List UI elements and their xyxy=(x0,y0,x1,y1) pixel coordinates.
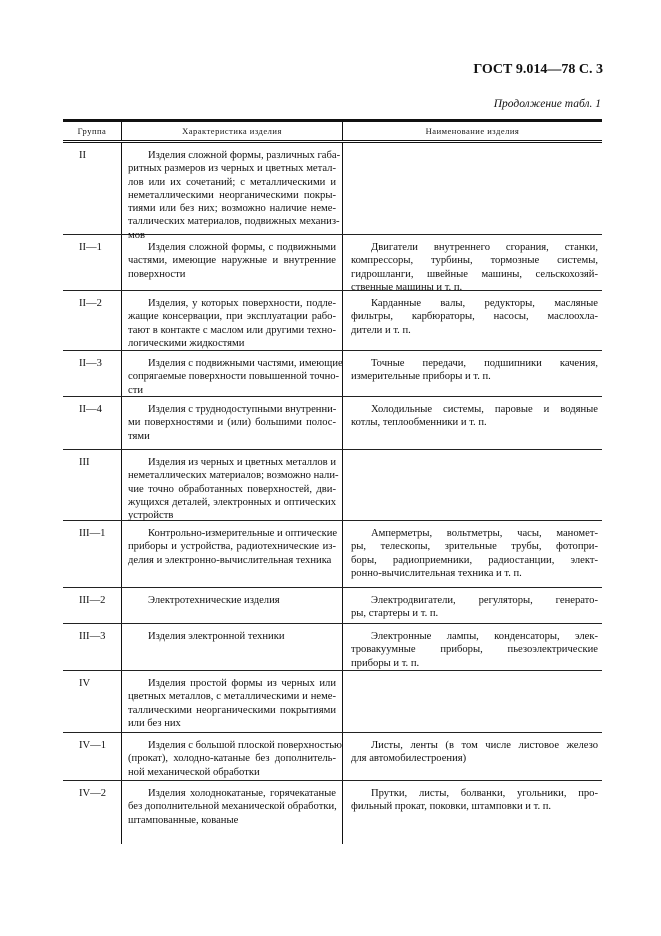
table-row xyxy=(63,733,602,781)
cell-text-line: тями xyxy=(128,430,150,442)
cell-text-line: Амперметры, вольтметры, часы, маномет- xyxy=(371,528,598,539)
product-groups-table xyxy=(63,119,602,844)
cell-text-line: Двигатели внутреннего сгорания, станки, xyxy=(371,242,598,253)
product-name-cell xyxy=(343,588,602,623)
cell-text-line: измерительные приборы и т. п. xyxy=(351,371,491,383)
table-row xyxy=(63,235,602,291)
cell-text-line: тают в контакте с маслом или другими техно- xyxy=(128,324,336,336)
cell-text-line: Изделия сложной формы, с подвижными xyxy=(148,242,336,253)
cell-text-line: устройств xyxy=(128,510,174,522)
group-cell: III xyxy=(63,450,122,520)
group-cell: III—1 xyxy=(63,521,122,587)
cell-text-line: или без них xyxy=(128,717,181,729)
table-row xyxy=(63,671,602,733)
cell-text-line: чие точно обработанных поверхностей, дви- xyxy=(128,483,336,495)
table-row xyxy=(63,351,602,397)
characteristic-cell xyxy=(122,450,343,520)
characteristic-cell xyxy=(122,291,343,350)
cell-text-line: ронно-вычислительная техника и т. п. xyxy=(351,567,522,579)
cell-text-line: Карданные валы, редукторы, масляные xyxy=(371,298,598,309)
table-row xyxy=(63,397,602,450)
product-name-cell xyxy=(343,291,602,350)
cell-text-line: жащие консервации, при эксплуатации рабо- xyxy=(128,311,336,323)
cell-text-line: неметаллических материалов; возможно нали- xyxy=(128,470,339,482)
group-cell: II—4 xyxy=(63,397,122,449)
table-row xyxy=(63,588,602,624)
cell-text-line: таллических материалов, подвижных механиз- xyxy=(128,216,340,228)
characteristic-cell xyxy=(122,781,343,844)
column-header-characteristic: Характеристика изделия xyxy=(122,122,343,140)
table-row xyxy=(63,624,602,671)
table-row xyxy=(63,781,602,844)
cell-text-line: Изделия сложной формы, различных габа- xyxy=(148,150,341,161)
characteristic-cell xyxy=(122,521,343,587)
product-name-cell xyxy=(343,351,602,396)
cell-text-line: мов xyxy=(128,229,146,241)
column-header-group: Группа xyxy=(63,122,122,140)
characteristic-cell xyxy=(122,235,343,290)
cell-text-line: ной механической обработки xyxy=(128,766,260,778)
cell-text-line: логическими жидкостями xyxy=(128,337,245,349)
group-cell: IV xyxy=(63,671,122,732)
cell-text-line: Электронные лампы, конденсаторы, элек- xyxy=(371,631,598,642)
cell-text-line: ритных размеров из черных и цветных метал- xyxy=(128,163,336,175)
cell-text-line: ми поверхностями и (или) большими полос- xyxy=(128,417,336,429)
table-row xyxy=(63,521,602,588)
cell-text-line: тровакуумные приборы, пьезоэлектрические xyxy=(351,644,598,656)
cell-text-line: Контрольно-измерительные и оптические xyxy=(148,528,338,539)
cell-text-line: Электротехнические изделия xyxy=(148,595,280,606)
cell-text-line: Изделия электронной техники xyxy=(148,631,285,642)
cell-text-line: Прутки, листы, болванки, угольники, про- xyxy=(371,788,598,799)
cell-text-line: тиями или без них; возможно наличие неме- xyxy=(128,203,336,215)
table-body xyxy=(63,143,602,844)
cell-text-line: сти xyxy=(128,384,144,396)
cell-text-line: Изделия простой формы из черных или xyxy=(148,678,336,689)
cell-text-line: фильный прокат, поковки, штамповки и т. п. xyxy=(351,801,552,813)
cell-text-line: Холодильные системы, паровые и водяные xyxy=(371,404,598,415)
cell-text-line: неметаллическими неорганическими покры- xyxy=(128,189,336,201)
cell-text-line: фильтры, карбюраторы, насосы, маслоохла- xyxy=(351,311,598,323)
characteristic-cell xyxy=(122,588,343,623)
table-header xyxy=(63,119,602,143)
product-name-cell xyxy=(343,671,602,732)
cell-text-line: лов или их сочетаний; с металлическими и xyxy=(128,176,336,188)
cell-text-line: ственные машины и т. п. xyxy=(351,281,463,293)
cell-text-line: Точные передачи, подшипники качения, xyxy=(371,358,598,369)
cell-text-line: гидрошланги, швейные машины, сельскохозяй- xyxy=(351,268,598,280)
cell-text-line: цветных металлов, с металлическими и неме- xyxy=(128,691,336,703)
table-row xyxy=(63,450,602,521)
cell-text-line: Изделия с подвижными частями, имеющие xyxy=(148,358,343,369)
characteristic-cell xyxy=(122,733,343,780)
cell-text-line: Листы, ленты (в том числе листовое железо xyxy=(371,740,598,751)
group-cell: IV—1 xyxy=(63,733,122,780)
cell-text-line: (прокат), холодно-катаные без дополнитель- xyxy=(128,753,336,765)
cell-text-line: ры, стартеры и т. п. xyxy=(351,608,439,620)
characteristic-cell xyxy=(122,143,343,241)
cell-text-line: дители и т. п. xyxy=(351,324,411,336)
group-cell: III—3 xyxy=(63,624,122,670)
group-cell: IV—2 xyxy=(63,781,122,844)
characteristic-cell xyxy=(122,351,343,396)
cell-text-line: частями, имеющие наружные и внутренние xyxy=(128,255,336,267)
product-name-cell xyxy=(343,235,602,293)
product-name-cell xyxy=(343,143,602,234)
cell-text-line: без дополнительной механической обработки, xyxy=(128,801,337,813)
group-cell: III—2 xyxy=(63,588,122,623)
cell-text-line: приборы и т. п. xyxy=(351,657,420,669)
product-name-cell xyxy=(343,397,602,449)
cell-text-line: делия и электронно-вычислительная техника xyxy=(128,554,332,566)
cell-text-line: штампованные, кованые xyxy=(128,814,239,826)
characteristic-cell xyxy=(122,624,343,670)
group-cell: II—3 xyxy=(63,351,122,396)
product-name-cell xyxy=(343,521,602,587)
cell-text-line: Изделия с труднодоступными внутренни- xyxy=(148,404,337,415)
cell-text-line: Изделия с большой плоской поверхностью xyxy=(148,740,342,751)
product-name-cell xyxy=(343,781,602,844)
group-cell: II xyxy=(63,143,122,234)
cell-text-line: сопрягаемые поверхности повышенной точно- xyxy=(128,371,340,383)
cell-text-line: Электродвигатели, регуляторы, генерато- xyxy=(371,595,598,606)
column-header-product-name: Наименование изделия xyxy=(425,126,520,136)
document-id: ГОСТ 9.014—78 С. 3 xyxy=(473,62,603,77)
cell-text-line: для автомобилестроения) xyxy=(351,753,467,765)
cell-text-line: ры, телескопы, зрительные трубы, фотопри- xyxy=(351,541,598,553)
table-continuation-label: Продолжение табл. 1 xyxy=(493,98,601,110)
cell-text-line: поверхности xyxy=(128,268,186,280)
cell-text-line: жущихся деталей, электронных и оптических xyxy=(128,496,336,508)
cell-text-line: таллическими неорганическими покрытиями xyxy=(128,704,336,716)
cell-text-line: Изделия холоднокатаные, горячекатаные xyxy=(148,788,336,799)
table-row xyxy=(63,143,602,241)
cell-text-line: котлы, теплообменники и т. п. xyxy=(351,417,487,429)
characteristic-cell xyxy=(122,671,343,732)
product-name-cell xyxy=(343,624,602,670)
table-row xyxy=(63,291,602,351)
cell-text-line: компрессоры, турбины, тормозные системы, xyxy=(351,255,598,267)
product-name-cell xyxy=(343,733,602,780)
cell-text-line: Изделия, у которых поверхности, подле- xyxy=(148,298,336,309)
cell-text-line: боры, радиоприемники, радиостанции, элект- xyxy=(351,554,598,566)
group-cell: II—2 xyxy=(63,291,122,350)
product-name-cell xyxy=(343,450,602,520)
cell-text-line: Изделия из черных и цветных металлов и xyxy=(148,457,336,468)
characteristic-cell xyxy=(122,397,343,449)
group-cell: II—1 xyxy=(63,235,122,290)
cell-text-line: приборы и устройства, радиотехнические из- xyxy=(128,541,336,553)
